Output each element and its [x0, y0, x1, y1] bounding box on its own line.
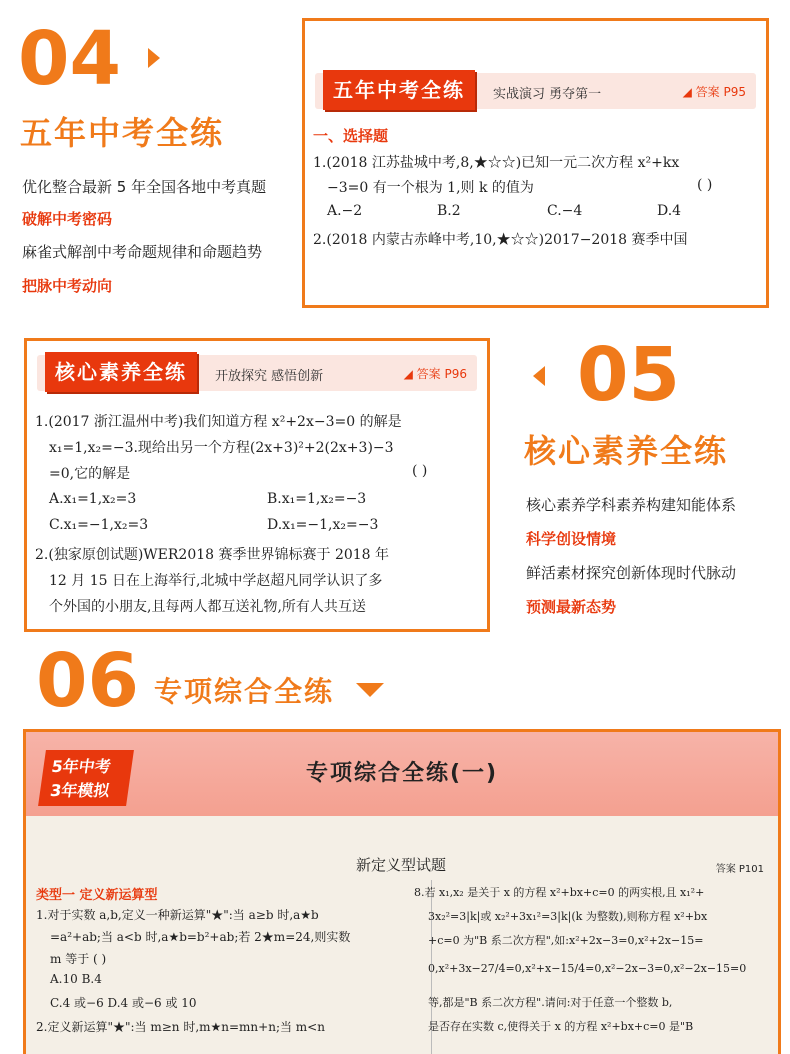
question-2-line2: 12 月 15 日在上海举行,北城中学赵超凡同学认识了多: [49, 573, 383, 589]
answer-ref: ◢ 答案 P96: [403, 367, 467, 381]
option-c: C.x₁=−1,x₂=3: [49, 517, 149, 533]
photo-right-line: 8.若 x₁,x₂ 是关于 x 的方程 x²+bx+c=0 的两实根,且 x₁²+: [414, 886, 705, 899]
question-1-line1: 1.(2017 浙江温州中考)我们知道方程 x²+2x−3=0 的解是: [35, 414, 402, 430]
section-number-06: 06: [36, 638, 139, 724]
photo-type-label: 类型一 定义新运算型: [36, 888, 158, 903]
question-1-line3: =0,它的解是: [49, 466, 131, 482]
answer-ref: ◢ 答案 P95: [682, 85, 746, 99]
photo-title: 专项综合全练(一): [305, 761, 499, 786]
section-title-06: 专项综合全练: [154, 675, 335, 708]
question-2-line1: 2.(2018 内蒙古赤峰中考,10,★☆☆)2017−2018 赛季中国: [313, 232, 688, 248]
highlight-04-line2: 把脉中考动向: [22, 277, 113, 295]
question-2-line1: 2.(独家原创试题)WER2018 赛季世界锦标赛于 2018 年: [35, 547, 390, 563]
option-c: C.−4: [547, 203, 583, 219]
option-d: D.x₁=−1,x₂=−3: [267, 517, 379, 533]
card-tag: 五年中考全练: [323, 70, 475, 110]
paper-plane-icon: ◢: [682, 85, 696, 99]
option-a: A.x₁=1,x₂=3: [49, 491, 137, 507]
arrow-right-icon: [148, 48, 160, 68]
question-1-paren: ( ): [697, 177, 713, 193]
paper-plane-icon: ◢: [403, 367, 417, 381]
brand-logo: 5年中考 3年模拟: [38, 750, 134, 806]
option-a: A.−2: [327, 203, 363, 219]
photo-left-line: m 等于 ( ): [50, 952, 107, 966]
card-tag: 核心素养全练: [45, 352, 197, 392]
section-title-05: 核心素养全练: [524, 432, 729, 470]
photo-right-line: 3x₂²=3|k|或 x₂²+3x₁²=3|k|(k 为整数),则称方程 x²+bx: [428, 910, 708, 923]
question-1-line1: 1.(2018 江苏盐城中考,8,★☆☆)已知一元二次方程 x²+kx: [313, 155, 680, 171]
option-d: D.4: [657, 203, 682, 219]
arrow-down-icon: [356, 683, 384, 697]
photo-left-line: A.10 B.4: [50, 972, 102, 986]
card-subtitle: 开放探究 感悟创新: [215, 369, 324, 384]
photo-left-line: 2.定义新运算"★":当 m≥n 时,m★n=mn+n;当 m<n: [36, 1020, 325, 1034]
highlight-05-line2: 预测最新态势: [526, 598, 617, 616]
question-1-paren: ( ): [412, 463, 428, 479]
photo-left-line: 1.对于实数 a,b,定义一种新运算"★":当 a≥b 时,a★b: [36, 908, 319, 922]
question-1-line2: −3=0 有一个根为 1,则 k 的值为: [327, 180, 534, 196]
photo-right-line: 0,x²+3x−27/4=0,x²+x−15/4=0,x²−2x−3=0,x²−2x−15=0: [428, 962, 747, 975]
desc-04-line2: 麻雀式解剖中考命题规律和命题趋势: [22, 243, 263, 261]
sample-card-05: [24, 338, 490, 632]
desc-05-line1: 核心素养学科素养构建知能体系: [526, 496, 737, 514]
question-1-line2: x₁=1,x₂=−3.现给出另一个方程(2x+3)²+2(2x+3)−3: [49, 440, 394, 456]
photo-right-line: 是否存在实数 c,使得关于 x 的方程 x²+bx+c=0 是"B: [428, 1020, 694, 1033]
photo-right-line: +c=0 为"B 系二次方程",如:x²+2x−3=0,x²+2x−15=: [428, 934, 704, 947]
section-number-04: 04: [18, 16, 121, 102]
card-subtitle: 实战演习 勇夺第一: [493, 87, 602, 102]
section-label: 一、选择题: [313, 127, 389, 145]
photo-left-line: C.4 或−6 D.4 或−6 或 10: [50, 996, 197, 1010]
highlight-04-line1: 破解中考密码: [22, 210, 113, 228]
photo-subhead: 新定义型试题: [356, 856, 447, 874]
arrow-left-icon: [533, 366, 545, 386]
section-title-04: 五年中考全练: [20, 114, 225, 152]
question-2-line3: 个外国的小朋友,且每两人都互送礼物,所有人共互送: [49, 599, 366, 615]
photo-right-line: 等,都是"B 系二次方程".请问:对于任意一个整数 b,: [428, 996, 673, 1009]
sample-card-04: [302, 18, 769, 308]
option-b: B.x₁=1,x₂=−3: [267, 491, 367, 507]
card-header: [315, 73, 756, 109]
photo-left-line: =a²+ab;当 a<b 时,a★b=b²+ab;若 2★m=24,则实数: [50, 930, 351, 944]
desc-05-line2: 鲜活素材探究创新体现时代脉动: [526, 564, 737, 582]
card-header: [37, 355, 477, 391]
desc-04-line1: 优化整合最新 5 年全国各地中考真题: [22, 178, 267, 196]
highlight-05-line1: 科学创设情境: [526, 530, 617, 548]
section-number-05: 05: [577, 332, 680, 418]
option-b: B.2: [437, 203, 461, 219]
sample-page-photo: [23, 729, 781, 1054]
photo-answer-ref: 答案 P101: [715, 864, 764, 875]
